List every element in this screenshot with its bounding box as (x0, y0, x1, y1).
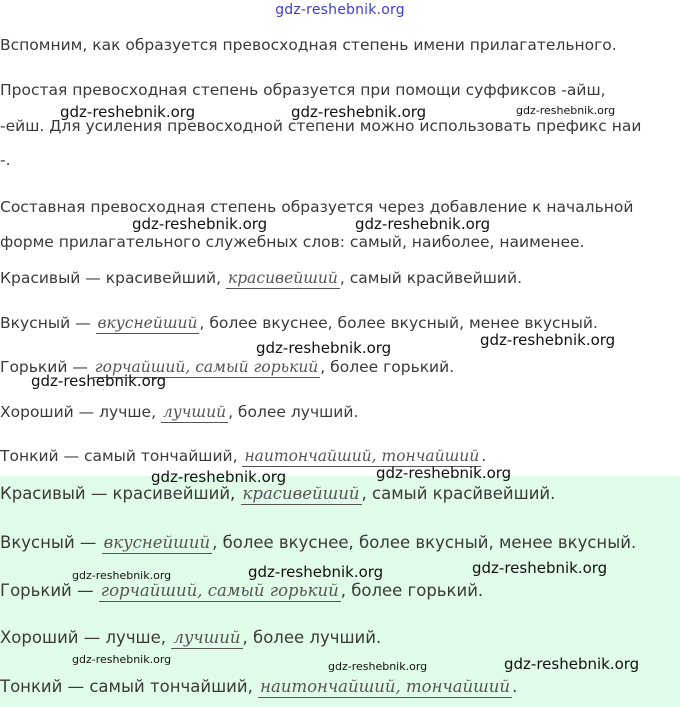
answer-text: , самый красйвейший. (361, 484, 556, 503)
handwritten-answer: вкуснейший (97, 314, 198, 332)
answer-row (0, 628, 381, 648)
watermark: gdz-reshebnik.org (472, 559, 608, 577)
watermark: gdz-reshebnik.org (504, 655, 640, 673)
answer-text: Хороший — лучше, (0, 628, 172, 647)
example-text: Хороший — лучше, (0, 403, 161, 421)
answer-row (0, 484, 555, 504)
watermark: gdz-reshebnik.org (355, 215, 491, 233)
answer-row (0, 581, 483, 601)
handwritten-answer: вкуснейший (103, 533, 211, 552)
example-text: . (481, 447, 487, 465)
example-text: , более лучший. (228, 403, 359, 421)
watermark: gdz-reshebnik.org (151, 468, 287, 486)
answer-text: , более горький. (340, 581, 484, 600)
intro-paragraph-3-line-1: Составная превосходная степень образуется через добавление к начальной (0, 198, 634, 216)
intro-paragraph-2-line-2: -ейш. Для усиления превосходной степени можно использовать префикс наи (0, 117, 642, 135)
handwritten-answer: горчайший, самый горький (100, 581, 339, 600)
watermark: gdz-reshebnik.org (480, 331, 616, 349)
example-text: Вкусный — (0, 314, 96, 332)
answer-text: Красивый — красивейший, (0, 484, 241, 503)
watermark: gdz-reshebnik.org (31, 372, 167, 390)
watermark: gdz-reshebnik.org (376, 464, 512, 482)
handwritten-answer: наитончайший, тончайший (260, 677, 511, 696)
intro-paragraph-2-line-1: Простая превосходная степень образуется при помощи суффиксов -айш, (0, 81, 606, 99)
example-text: , самый красйвейший. (339, 269, 522, 287)
handwritten-answer: горчайший, самый горький (94, 358, 319, 376)
answer-text: . (512, 677, 518, 696)
handwritten-answer: лучший (162, 403, 227, 421)
answer-row (0, 677, 517, 697)
watermark: gdz-reshebnik.org (72, 569, 172, 582)
example-row (0, 402, 358, 422)
answer-text: , более лучший. (242, 628, 382, 647)
answer-text: Тонкий — самый тончайший, (0, 677, 259, 696)
example-text: , более горький. (320, 358, 455, 376)
example-text: , более вкуснее, более вкусный, менее вкусный. (199, 314, 598, 332)
intro-paragraph-2-line-3: -. (0, 151, 11, 169)
handwritten-answer: лучший (173, 628, 241, 647)
intro-paragraph-3-line-2: форме прилагательного служебных слов: самый, наиболее, наименее. (0, 233, 585, 251)
example-text: Красивый — красивейший, (0, 269, 226, 287)
example-text: Тонкий — самый тончайший, (0, 447, 243, 465)
example-row (0, 446, 486, 466)
site-title: gdz-reshebnik.org (275, 2, 405, 18)
handwritten-answer: красивейший (242, 484, 360, 503)
watermark: gdz-reshebnik.org (132, 215, 268, 233)
watermark: gdz-reshebnik.org (328, 660, 428, 673)
watermark: gdz-reshebnik.org (60, 103, 196, 121)
example-row (0, 268, 522, 288)
handwritten-answer: наитончайший, тончайший (244, 447, 480, 465)
watermark: gdz-reshebnik.org (291, 103, 427, 121)
watermark: gdz-reshebnik.org (256, 339, 392, 357)
handwritten-answer: красивейший (227, 269, 338, 287)
watermark: gdz-reshebnik.org (72, 653, 172, 666)
watermark: gdz-reshebnik.org (248, 563, 384, 581)
answer-row (0, 533, 636, 553)
answer-text: , более вкуснее, более вкусный, менее вкусный. (212, 533, 637, 552)
answer-text: Горький — (0, 581, 99, 600)
answer-text: Вкусный — (0, 533, 102, 552)
watermark: gdz-reshebnik.org (516, 104, 616, 117)
intro-paragraph-1: Вспомним, как образуется превосходная степень имени прилагательного. (0, 36, 617, 54)
example-row (0, 313, 598, 333)
example-text: Горький — (0, 358, 93, 376)
